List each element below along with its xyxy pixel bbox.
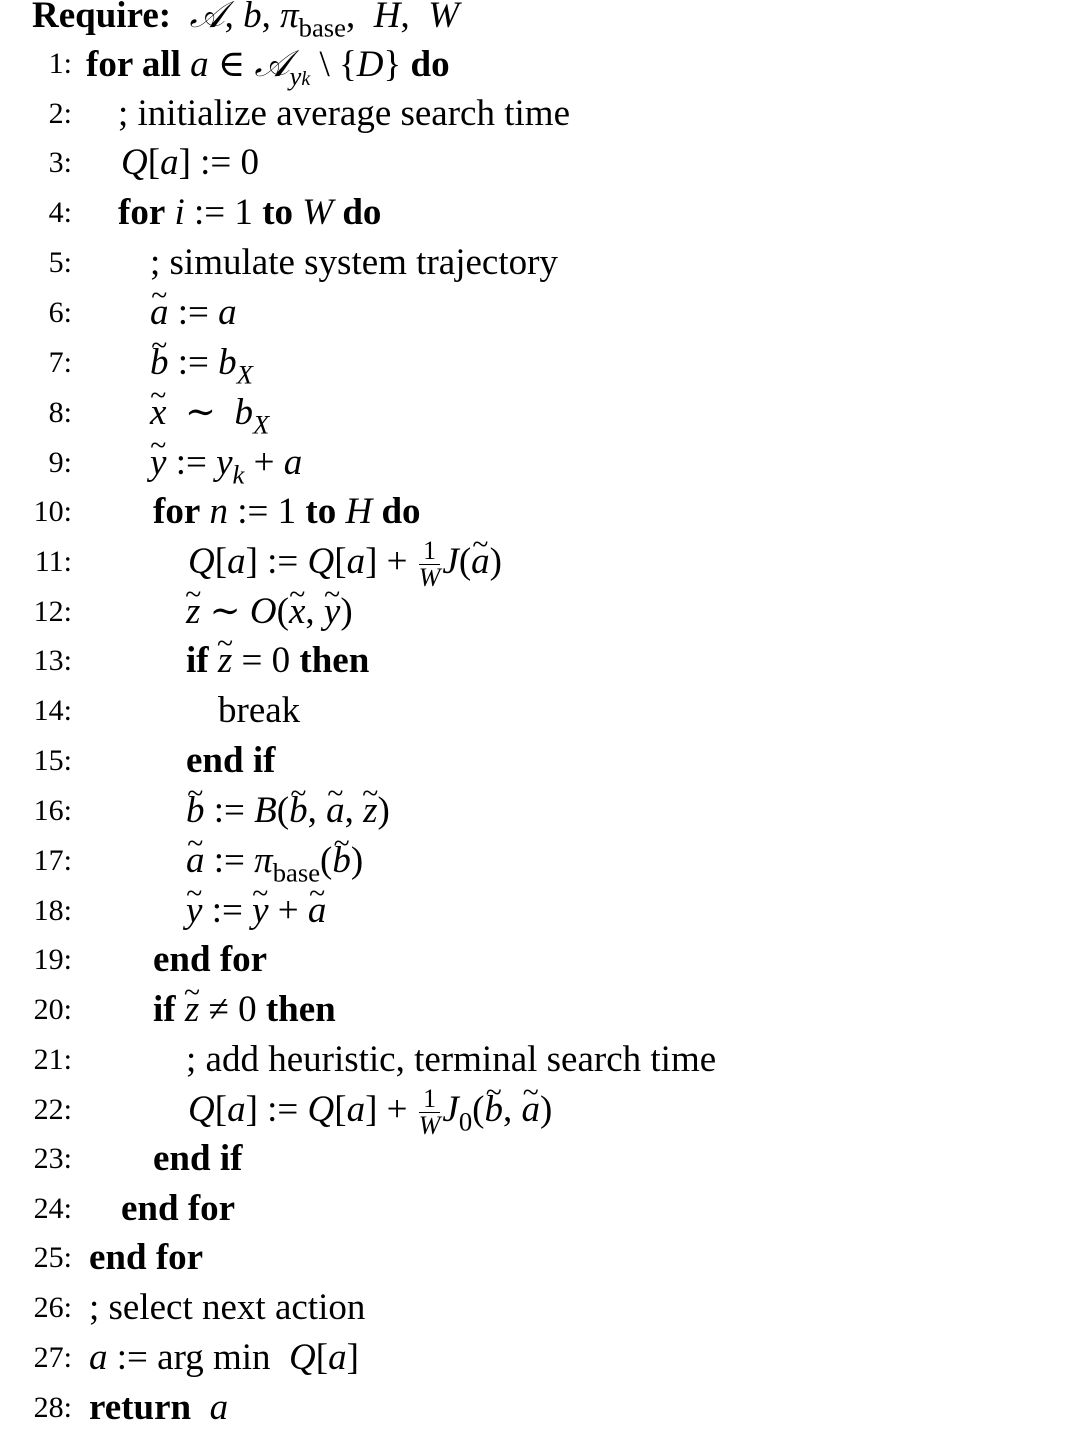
line-number: 7:	[48, 346, 72, 379]
line-number: 27:	[33, 1341, 72, 1374]
require-args: 𝒜, b, $\pi_{base}$, H, W	[189, 0, 460, 43]
line-number: 2:	[48, 97, 72, 130]
line-number: 28:	[33, 1391, 72, 1424]
line-number: 18:	[33, 894, 72, 927]
line-number: 15:	[33, 744, 72, 777]
line-number: 13:	[33, 644, 72, 677]
line-number: 19:	[33, 943, 72, 976]
line-number: 26:	[33, 1291, 72, 1324]
line-number: 5:	[48, 246, 72, 279]
line-number: 3:	[48, 146, 72, 179]
line-number: 4:	[48, 196, 72, 229]
line-number: 23:	[33, 1142, 72, 1175]
line-number: 17:	[33, 844, 72, 877]
line-number: 14:	[33, 694, 72, 727]
line-number: 1:	[48, 47, 72, 80]
line-number: 11:	[34, 545, 72, 578]
line-number: 9:	[48, 446, 72, 479]
line-number: 8:	[48, 396, 72, 429]
line-number: 10:	[33, 495, 72, 528]
line-number: 21:	[33, 1043, 72, 1076]
algorithm-listing: Require: 𝒜, b, $\pi_{base}$, H, W 1: for all a ∈ 𝒜$_{yk}$ \ {D} do 2: ; initialize average search time 3: Q[a] := 0 4: for i := 1 to W do 5: ; simulate system trajectory 6: ~ a := a 7: ~ b := $b_X$ 8: ~ x ∼ $b_X$ 9: ~ y := $y_k + a$ 10: for n := 1 to H do 11: Q[a] := Q[a] + $\frac{1}{W}$ J(~ a) 12: ~ z ∼ O(~ x, ~ y) 13: if ~ z = 0 then 14: break 15: end if 16: ~ b := B(~ b, ~ a, ~ z) 17: ~ a := $\pi_{base}(\sim$ b) 18: ~ y := ~ y + ~ a 19: end for 20: if ~ z ≠ 0 then 21: ; add heuristic, terminal search time 22: Q[a] := Q[a] + $\frac{1}{W}$ $J_0(\sim$ b, ~ a) 23: end if 24: end for 25: end for 26: ; select next action 27: a := arg min Q[a] 28: return a	[0, 0, 1077, 1417]
require-label: Require:	[32, 0, 172, 36]
line-number: 12:	[33, 595, 72, 628]
line-number: 6:	[48, 296, 72, 329]
line-number: 20:	[33, 993, 72, 1026]
line-number: 16:	[33, 794, 72, 827]
line-number: 25:	[33, 1241, 72, 1274]
line-number: 24:	[33, 1192, 72, 1225]
line-number: 22:	[33, 1093, 72, 1126]
